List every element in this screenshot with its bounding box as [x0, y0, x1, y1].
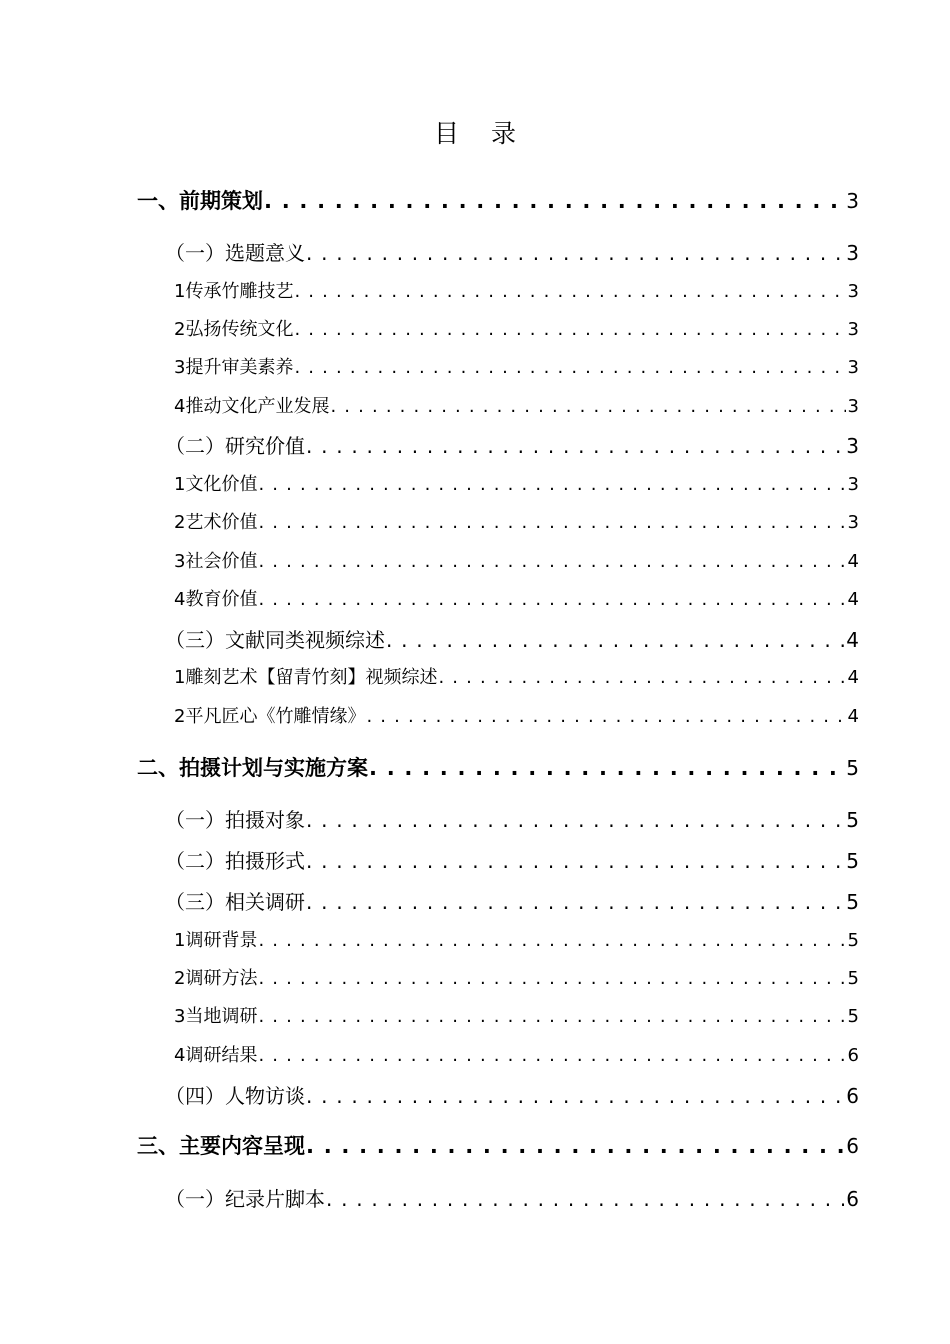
dot-leader	[258, 551, 845, 572]
toc-entry-title: 提升审美素养	[185, 357, 294, 378]
toc-entry-title: 教育价值	[185, 589, 258, 610]
toc-entry[interactable]	[174, 926, 859, 952]
toc-entry[interactable]	[137, 752, 859, 782]
dot-leader	[258, 968, 845, 989]
dot-leader	[306, 890, 844, 914]
toc-entry-page-number: 3	[847, 357, 859, 378]
toc-entry[interactable]	[174, 508, 859, 534]
toc-entry-title: （一）纪录片脚本	[165, 1187, 325, 1211]
dot-leader	[258, 512, 845, 533]
toc-entry[interactable]	[174, 470, 859, 496]
toc-entry-title: 传承竹雕技艺	[185, 281, 294, 302]
toc-entry[interactable]	[165, 237, 859, 266]
toc-entry-number: 2	[174, 968, 186, 989]
toc-entry[interactable]	[165, 804, 859, 833]
toc-entry[interactable]	[165, 430, 859, 459]
dot-leader	[264, 189, 844, 213]
dot-leader	[258, 589, 845, 610]
toc-entry[interactable]	[165, 1080, 859, 1109]
toc-entry-page-number: 5	[847, 968, 859, 989]
toc-entry[interactable]	[174, 663, 859, 689]
toc-entry[interactable]	[174, 1041, 859, 1067]
toc-entry-page-number: 4	[846, 628, 859, 652]
toc-entry-number: 4	[174, 589, 186, 610]
toc-entry-title: 当地调研	[185, 1006, 258, 1027]
toc-entry[interactable]	[174, 1002, 859, 1028]
toc-entry-title: 推动文化产业发展	[185, 396, 330, 417]
dot-leader	[366, 706, 845, 727]
toc-entry-title: （四）人物访谈	[165, 1084, 305, 1108]
toc-entry-page-number: 6	[846, 1134, 859, 1158]
dot-leader	[294, 357, 845, 378]
toc-entry[interactable]	[174, 547, 859, 573]
dot-leader	[438, 667, 845, 688]
toc-entry-page-number: 4	[847, 551, 859, 572]
toc-entry-number: 2	[174, 512, 186, 533]
toc-entry-title: 一、前期策划	[137, 189, 263, 213]
toc-entry-page-number: 3	[846, 241, 859, 265]
dot-leader	[306, 849, 844, 873]
toc-entry-number: 3	[174, 1006, 186, 1027]
toc-entry-page-number: 5	[846, 808, 859, 832]
toc-entry[interactable]	[137, 1130, 859, 1160]
toc-entry-page-number: 3	[847, 396, 859, 417]
toc-entry-page-number: 3	[847, 512, 859, 533]
toc-entry-page-number: 3	[847, 319, 859, 340]
toc-entry-page-number: 3	[847, 474, 859, 495]
toc-entry[interactable]	[174, 585, 859, 611]
toc-entry-title: 调研背景	[185, 930, 258, 951]
toc-entry-number: 3	[174, 357, 186, 378]
dot-leader	[386, 628, 844, 652]
toc-entry-title: 艺术价值	[185, 512, 258, 533]
toc-entry[interactable]	[165, 624, 859, 653]
toc-entry-title: 调研方法	[185, 968, 258, 989]
toc-entry[interactable]	[165, 845, 859, 874]
dot-leader	[369, 756, 844, 780]
dot-leader	[326, 1187, 844, 1211]
toc-entry-title: 雕刻艺术【留青竹刻】视频综述	[185, 667, 438, 688]
dot-leader	[306, 808, 844, 832]
toc-entry-title: （二）拍摄形式	[165, 849, 305, 873]
dot-leader	[330, 396, 845, 417]
toc-entry-title: （三）文献同类视频综述	[165, 628, 385, 652]
dot-leader	[258, 930, 845, 951]
toc-entry-number: 2	[174, 706, 186, 727]
toc-entry-title: 文化价值	[185, 474, 258, 495]
toc-entry-page-number: 3	[846, 434, 859, 458]
toc-entry-title: 三、主要内容呈现	[137, 1134, 305, 1158]
toc-entry-title: 平凡匠心《竹雕情缘》	[185, 706, 366, 727]
toc-entry[interactable]	[174, 277, 859, 303]
toc-entry-page-number: 4	[847, 706, 859, 727]
dot-leader	[258, 474, 845, 495]
toc-entry-number: 1	[174, 281, 186, 302]
toc-entry[interactable]	[174, 964, 859, 990]
dot-leader	[258, 1006, 845, 1027]
toc-entry-title: 社会价值	[185, 551, 258, 572]
toc-entry-page-number: 3	[847, 281, 859, 302]
toc-entry[interactable]	[174, 353, 859, 379]
dot-leader	[306, 1084, 844, 1108]
toc-entry[interactable]	[174, 702, 859, 728]
toc-entry-title: （一）选题意义	[165, 241, 305, 265]
toc-entry-number: 4	[174, 1045, 186, 1066]
toc-entry-page-number: 5	[847, 930, 859, 951]
toc-entry-page-number: 5	[846, 756, 859, 780]
toc-entry[interactable]	[165, 886, 859, 915]
dot-leader	[306, 434, 844, 458]
toc-entry-title: 调研结果	[185, 1045, 258, 1066]
dot-leader	[306, 1134, 844, 1158]
toc-entry-number: 2	[174, 319, 186, 340]
toc-entry-number: 3	[174, 551, 186, 572]
dot-leader	[258, 1045, 845, 1066]
toc-entry[interactable]	[174, 315, 859, 341]
toc-entry-page-number: 4	[847, 589, 859, 610]
toc-entry[interactable]	[174, 392, 859, 418]
toc-entry-title: （三）相关调研	[165, 890, 305, 914]
dot-leader	[294, 319, 845, 340]
toc-entry[interactable]	[165, 1183, 859, 1212]
dot-leader	[294, 281, 845, 302]
toc-entry-page-number: 5	[847, 1006, 859, 1027]
toc-entry-number: 4	[174, 396, 186, 417]
toc-entry[interactable]	[137, 185, 859, 215]
toc-title: 目 录	[434, 119, 528, 148]
dot-leader	[306, 241, 844, 265]
toc-entry-title: （二）研究价值	[165, 434, 305, 458]
toc-entry-page-number: 4	[847, 667, 859, 688]
toc-entry-title: 弘扬传统文化	[185, 319, 294, 340]
toc-entry-page-number: 3	[846, 189, 859, 213]
toc-entry-number: 1	[174, 667, 186, 688]
toc-entry-page-number: 6	[847, 1045, 859, 1066]
toc-entry-number: 1	[174, 930, 186, 951]
toc-entry-page-number: 5	[846, 890, 859, 914]
toc-entry-number: 1	[174, 474, 186, 495]
toc-entry-title: 二、拍摄计划与实施方案	[137, 756, 368, 780]
toc-entry-page-number: 6	[846, 1084, 859, 1108]
toc-entry-title: （一）拍摄对象	[165, 808, 305, 832]
toc-entry-page-number: 5	[846, 849, 859, 873]
toc-entry-page-number: 6	[846, 1187, 859, 1211]
